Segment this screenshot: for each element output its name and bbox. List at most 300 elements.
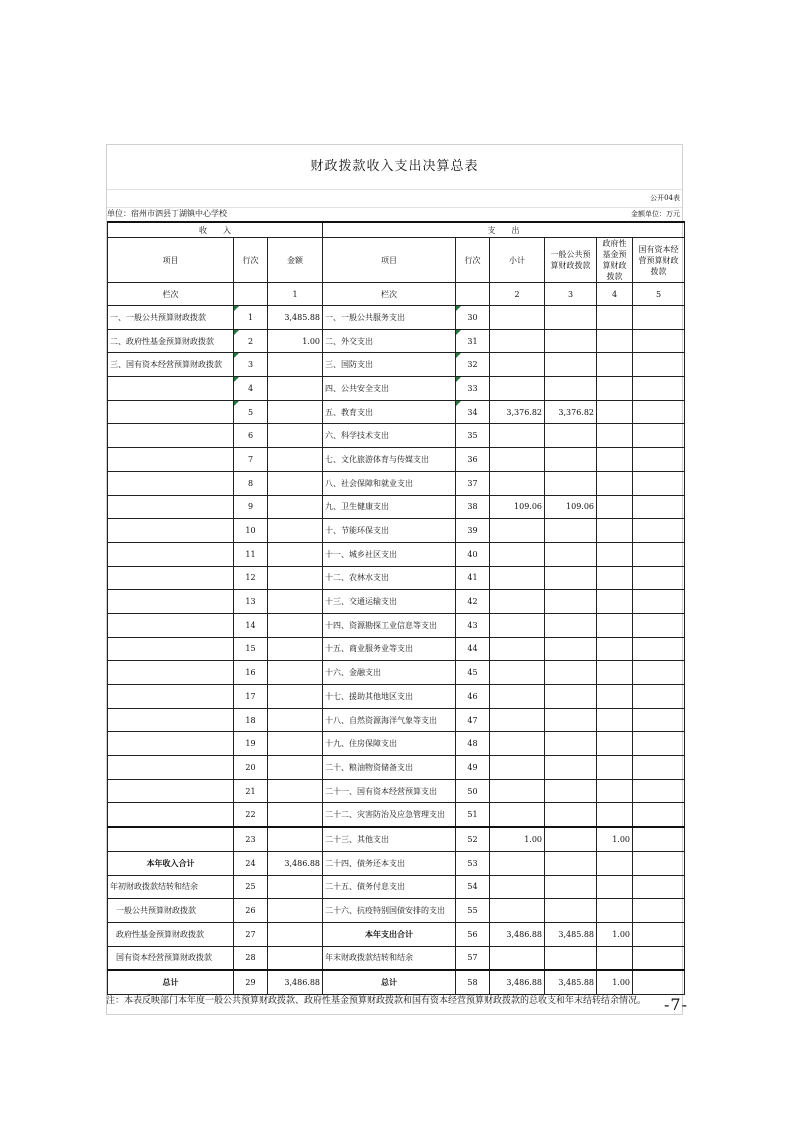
income-line: 9 <box>234 495 268 519</box>
divider <box>107 189 682 190</box>
expense-state <box>633 946 685 970</box>
income-amount: 3,486.88 <box>268 970 323 994</box>
expense-item: 七、文化旅游体育与传媒支出 <box>323 448 456 472</box>
table-row <box>108 946 685 970</box>
unit-label: 单位：宿州市泗县丁湖镇中心学校 <box>107 209 227 218</box>
expense-line: 44 <box>456 637 490 661</box>
income-amount <box>268 685 323 709</box>
income-amount <box>268 471 323 495</box>
expense-item: 四、公共安全支出 <box>323 377 456 401</box>
expense-item: 二十三、其他支出 <box>323 827 456 851</box>
income-line: 26 <box>234 899 268 923</box>
expense-general <box>545 329 597 353</box>
income-line: 21 <box>234 779 268 803</box>
expense-subtotal <box>490 377 545 401</box>
income-line: 20 <box>234 756 268 780</box>
header-item: 项目 <box>108 238 234 283</box>
income-item <box>108 779 234 803</box>
expense-line: 32 <box>456 353 490 377</box>
expense-item: 十四、资源勘探工业信息等支出 <box>323 613 456 637</box>
income-amount <box>268 637 323 661</box>
expense-item: 总计 <box>323 970 456 994</box>
expense-item: 十、节能环保支出 <box>323 519 456 543</box>
income-line: 15 <box>234 637 268 661</box>
expense-subtotal <box>490 637 545 661</box>
expense-item: 十三、交通运输支出 <box>323 590 456 614</box>
expense-state <box>633 471 685 495</box>
expense-subtotal <box>490 946 545 970</box>
expense-general: 3,485.88 <box>545 970 597 994</box>
expense-subtotal <box>490 756 545 780</box>
income-amount: 3,486.88 <box>268 851 323 875</box>
income-amount: 1.00 <box>268 329 323 353</box>
expense-line: 43 <box>456 613 490 637</box>
expense-state <box>633 875 685 899</box>
table-row <box>108 851 685 875</box>
expense-fund <box>597 590 633 614</box>
expense-item: 十六、金融支出 <box>323 661 456 685</box>
expense-line: 47 <box>456 708 490 732</box>
column-index-row <box>108 283 685 306</box>
income-line: 8 <box>234 471 268 495</box>
expense-state <box>633 851 685 875</box>
section-header-row <box>108 222 685 238</box>
expense-subtotal <box>490 851 545 875</box>
expense-general <box>545 613 597 637</box>
money-unit-label: 金额单位：万元 <box>631 210 680 218</box>
income-item <box>108 732 234 756</box>
income-amount <box>268 946 323 970</box>
expense-general <box>545 448 597 472</box>
expense-item: 十七、援助其他地区支出 <box>323 685 456 709</box>
income-item <box>108 661 234 685</box>
table-row <box>108 685 685 709</box>
income-line: 17 <box>234 685 268 709</box>
expense-item: 二十二、灾害防治及应急管理支出 <box>323 803 456 827</box>
income-line: 28 <box>234 946 268 970</box>
expense-general <box>545 851 597 875</box>
header-general-budget: 一般公共预算财政拨款 <box>545 238 597 283</box>
page-number: -7- <box>664 995 688 1014</box>
expense-fund <box>597 851 633 875</box>
expense-line: 51 <box>456 803 490 827</box>
expense-state <box>633 424 685 448</box>
expense-subtotal <box>490 661 545 685</box>
header-item-expense: 项目 <box>323 238 456 283</box>
expense-general <box>545 756 597 780</box>
income-line: 7 <box>234 448 268 472</box>
header-amount: 金额 <box>268 238 323 283</box>
expense-fund <box>597 448 633 472</box>
income-line: 29 <box>234 970 268 994</box>
table-row <box>108 875 685 899</box>
expense-general <box>545 946 597 970</box>
expense-general <box>545 803 597 827</box>
income-item <box>108 495 234 519</box>
index-label: 栏次 <box>108 283 234 306</box>
expense-line: 39 <box>456 519 490 543</box>
form-number: 公开04表 <box>650 194 680 202</box>
expense-item: 九、卫生健康支出 <box>323 495 456 519</box>
table-row <box>108 661 685 685</box>
expense-state <box>633 779 685 803</box>
expense-line: 53 <box>456 851 490 875</box>
expense-subtotal <box>490 448 545 472</box>
income-amount <box>268 875 323 899</box>
table-row <box>108 922 685 946</box>
expense-state <box>633 306 685 330</box>
expense-state <box>633 542 685 566</box>
expense-general <box>545 519 597 543</box>
income-amount <box>268 803 323 827</box>
expense-general <box>545 779 597 803</box>
expense-state <box>633 803 685 827</box>
expense-fund <box>597 637 633 661</box>
income-item <box>108 566 234 590</box>
index-state: 5 <box>633 283 685 306</box>
expense-fund: 1.00 <box>597 922 633 946</box>
expense-state <box>633 519 685 543</box>
expense-line: 46 <box>456 685 490 709</box>
expense-general: 109.06 <box>545 495 597 519</box>
income-amount <box>268 353 323 377</box>
expense-fund <box>597 400 633 424</box>
expense-line: 45 <box>456 661 490 685</box>
expense-item: 三、国防支出 <box>323 353 456 377</box>
expense-fund <box>597 424 633 448</box>
expense-line: 31 <box>456 329 490 353</box>
expense-fund <box>597 353 633 377</box>
table-row <box>108 803 685 827</box>
expense-general: 3,376.82 <box>545 400 597 424</box>
expense-general <box>545 685 597 709</box>
table-row <box>108 400 685 424</box>
income-item <box>108 685 234 709</box>
income-amount <box>268 922 323 946</box>
expense-state <box>633 970 685 994</box>
expense-line: 55 <box>456 899 490 923</box>
expense-state <box>633 708 685 732</box>
expense-fund <box>597 899 633 923</box>
expense-line: 49 <box>456 756 490 780</box>
income-line: 18 <box>234 708 268 732</box>
expense-subtotal: 3,376.82 <box>490 400 545 424</box>
header-fund-budget: 政府性基金预算财政拨款 <box>597 238 633 283</box>
expense-subtotal <box>490 732 545 756</box>
expense-fund <box>597 566 633 590</box>
expense-item: 本年支出合计 <box>323 922 456 946</box>
expense-line: 42 <box>456 590 490 614</box>
expense-fund <box>597 329 633 353</box>
expense-item: 六、科学技术支出 <box>323 424 456 448</box>
income-amount <box>268 708 323 732</box>
income-amount: 3,485.88 <box>268 306 323 330</box>
income-item: 一般公共预算财政拨款 <box>108 899 234 923</box>
expense-general <box>545 637 597 661</box>
table-row <box>108 519 685 543</box>
expense-state <box>633 566 685 590</box>
expense-state <box>633 495 685 519</box>
expense-line: 30 <box>456 306 490 330</box>
expense-fund <box>597 519 633 543</box>
income-line: 10 <box>234 519 268 543</box>
income-amount <box>268 400 323 424</box>
expense-item: 二十六、抗疫特别国债安排的支出 <box>323 899 456 923</box>
report-sheet <box>106 144 683 1015</box>
expense-fund: 1.00 <box>597 970 633 994</box>
expense-general <box>545 899 597 923</box>
expense-state <box>633 732 685 756</box>
expense-subtotal <box>490 306 545 330</box>
expense-line: 37 <box>456 471 490 495</box>
table-row <box>108 637 685 661</box>
budget-table <box>107 221 685 995</box>
expense-item: 十八、自然资源海洋气象等支出 <box>323 708 456 732</box>
income-item <box>108 471 234 495</box>
expense-fund <box>597 471 633 495</box>
section-expense: 支 出 <box>323 222 685 238</box>
income-line: 22 <box>234 803 268 827</box>
income-amount <box>268 590 323 614</box>
expense-fund <box>597 875 633 899</box>
table-row <box>108 613 685 637</box>
expense-state <box>633 922 685 946</box>
expense-item: 十五、商业服务业等支出 <box>323 637 456 661</box>
expense-fund: 1.00 <box>597 827 633 851</box>
expense-subtotal: 109.06 <box>490 495 545 519</box>
header-subtotal: 小计 <box>490 238 545 283</box>
expense-state <box>633 827 685 851</box>
expense-item: 五、教育支出 <box>323 400 456 424</box>
expense-subtotal <box>490 590 545 614</box>
expense-fund <box>597 708 633 732</box>
expense-item: 十二、农林水支出 <box>323 566 456 590</box>
expense-line: 58 <box>456 970 490 994</box>
table-row <box>108 590 685 614</box>
expense-subtotal: 3,486.88 <box>490 922 545 946</box>
expense-state <box>633 637 685 661</box>
income-line: 11 <box>234 542 268 566</box>
index-line-expense <box>456 283 490 306</box>
income-item: 二、政府性基金预算财政拨款 <box>108 329 234 353</box>
income-item <box>108 613 234 637</box>
expense-subtotal: 1.00 <box>490 827 545 851</box>
income-line: 2 <box>234 329 268 353</box>
income-item: 国有资本经营预算财政拨款 <box>108 946 234 970</box>
footnote: 注：本表反映部门本年度一般公共预算财政拨款、政府性基金预算财政拨款和国有资本经营预算财政拨款的总收支和年末结转结余情况。 <box>106 996 647 1006</box>
income-line: 1 <box>234 306 268 330</box>
expense-general <box>545 661 597 685</box>
income-item <box>108 590 234 614</box>
expense-fund <box>597 377 633 401</box>
expense-fund <box>597 779 633 803</box>
income-amount <box>268 613 323 637</box>
table-row <box>108 566 685 590</box>
income-item <box>108 448 234 472</box>
expense-fund <box>597 542 633 566</box>
expense-line: 54 <box>456 875 490 899</box>
income-line: 14 <box>234 613 268 637</box>
table-row <box>108 779 685 803</box>
income-amount <box>268 519 323 543</box>
income-amount <box>268 377 323 401</box>
index-amount: 1 <box>268 283 323 306</box>
income-item <box>108 708 234 732</box>
table-row <box>108 353 685 377</box>
expense-item: 一、一般公共服务支出 <box>323 306 456 330</box>
expense-general <box>545 424 597 448</box>
table-row <box>108 448 685 472</box>
table-row <box>108 970 685 994</box>
expense-item: 十九、住房保障支出 <box>323 732 456 756</box>
income-item <box>108 377 234 401</box>
expense-item: 十一、城乡社区支出 <box>323 542 456 566</box>
index-subtotal: 2 <box>490 283 545 306</box>
expense-state <box>633 353 685 377</box>
expense-subtotal <box>490 803 545 827</box>
income-line: 19 <box>234 732 268 756</box>
table-row <box>108 306 685 330</box>
expense-fund <box>597 685 633 709</box>
income-amount <box>268 566 323 590</box>
expense-state <box>633 613 685 637</box>
income-line: 23 <box>234 827 268 851</box>
expense-general <box>545 542 597 566</box>
expense-fund <box>597 756 633 780</box>
header-state-capital: 国有资本经营预算财政拨款 <box>633 238 685 283</box>
income-item: 本年收入合计 <box>108 851 234 875</box>
expense-subtotal <box>490 542 545 566</box>
income-line: 27 <box>234 922 268 946</box>
income-amount <box>268 756 323 780</box>
expense-general <box>545 306 597 330</box>
table-row <box>108 827 685 851</box>
income-amount <box>268 661 323 685</box>
table-row <box>108 542 685 566</box>
expense-general <box>545 566 597 590</box>
expense-line: 34 <box>456 400 490 424</box>
expense-state <box>633 685 685 709</box>
expense-subtotal <box>490 779 545 803</box>
income-line: 3 <box>234 353 268 377</box>
expense-line: 50 <box>456 779 490 803</box>
expense-general <box>545 827 597 851</box>
expense-line: 41 <box>456 566 490 590</box>
income-amount <box>268 448 323 472</box>
income-item: 政府性基金预算财政拨款 <box>108 922 234 946</box>
income-item: 三、国有资本经营预算财政拨款 <box>108 353 234 377</box>
expense-line: 48 <box>456 732 490 756</box>
income-line: 16 <box>234 661 268 685</box>
expense-fund <box>597 661 633 685</box>
income-line: 4 <box>234 377 268 401</box>
expense-line: 52 <box>456 827 490 851</box>
income-item <box>108 803 234 827</box>
expense-subtotal <box>490 424 545 448</box>
index-fund: 4 <box>597 283 633 306</box>
table-row <box>108 377 685 401</box>
expense-item: 年末财政拨款结转和结余 <box>323 946 456 970</box>
expense-state <box>633 329 685 353</box>
expense-fund <box>597 613 633 637</box>
expense-subtotal <box>490 613 545 637</box>
expense-line: 33 <box>456 377 490 401</box>
expense-subtotal: 3,486.88 <box>490 970 545 994</box>
expense-subtotal <box>490 471 545 495</box>
expense-state <box>633 400 685 424</box>
column-header-row <box>108 238 685 283</box>
expense-general <box>545 377 597 401</box>
expense-fund <box>597 495 633 519</box>
expense-state <box>633 756 685 780</box>
expense-item: 八、社会保障和就业支出 <box>323 471 456 495</box>
expense-line: 38 <box>456 495 490 519</box>
income-item <box>108 519 234 543</box>
income-line: 6 <box>234 424 268 448</box>
expense-line: 57 <box>456 946 490 970</box>
expense-line: 40 <box>456 542 490 566</box>
header-line-expense: 行次 <box>456 238 490 283</box>
income-item <box>108 637 234 661</box>
income-item <box>108 756 234 780</box>
expense-item: 二十五、债务付息支出 <box>323 875 456 899</box>
expense-item: 二十四、债务还本支出 <box>323 851 456 875</box>
expense-line: 36 <box>456 448 490 472</box>
table-row <box>108 329 685 353</box>
income-line: 25 <box>234 875 268 899</box>
expense-item: 二十一、国有资本经营预算支出 <box>323 779 456 803</box>
income-amount <box>268 779 323 803</box>
table-row <box>108 471 685 495</box>
index-line <box>234 283 268 306</box>
expense-subtotal <box>490 685 545 709</box>
income-line: 13 <box>234 590 268 614</box>
expense-state <box>633 899 685 923</box>
income-item <box>108 424 234 448</box>
expense-item: 二、外交支出 <box>323 329 456 353</box>
expense-state <box>633 448 685 472</box>
income-line: 12 <box>234 566 268 590</box>
expense-general <box>545 732 597 756</box>
expense-general <box>545 353 597 377</box>
table-row <box>108 495 685 519</box>
expense-subtotal <box>490 875 545 899</box>
expense-fund <box>597 732 633 756</box>
income-item <box>108 827 234 851</box>
table-row <box>108 424 685 448</box>
index-label-expense: 栏次 <box>323 283 456 306</box>
income-item: 年初财政拨款结转和结余 <box>108 875 234 899</box>
expense-fund <box>597 306 633 330</box>
section-income: 收 入 <box>108 222 323 238</box>
header-line: 行次 <box>234 238 268 283</box>
expense-general <box>545 708 597 732</box>
income-amount <box>268 495 323 519</box>
table-row <box>108 732 685 756</box>
table-row <box>108 756 685 780</box>
expense-general <box>545 875 597 899</box>
expense-state <box>633 661 685 685</box>
expense-subtotal <box>490 899 545 923</box>
expense-subtotal <box>490 708 545 732</box>
table-row <box>108 708 685 732</box>
income-amount <box>268 899 323 923</box>
index-general: 3 <box>545 283 597 306</box>
page-title: 财政拨款收入支出决算总表 <box>310 159 479 174</box>
income-line: 24 <box>234 851 268 875</box>
expense-subtotal <box>490 566 545 590</box>
income-amount <box>268 424 323 448</box>
